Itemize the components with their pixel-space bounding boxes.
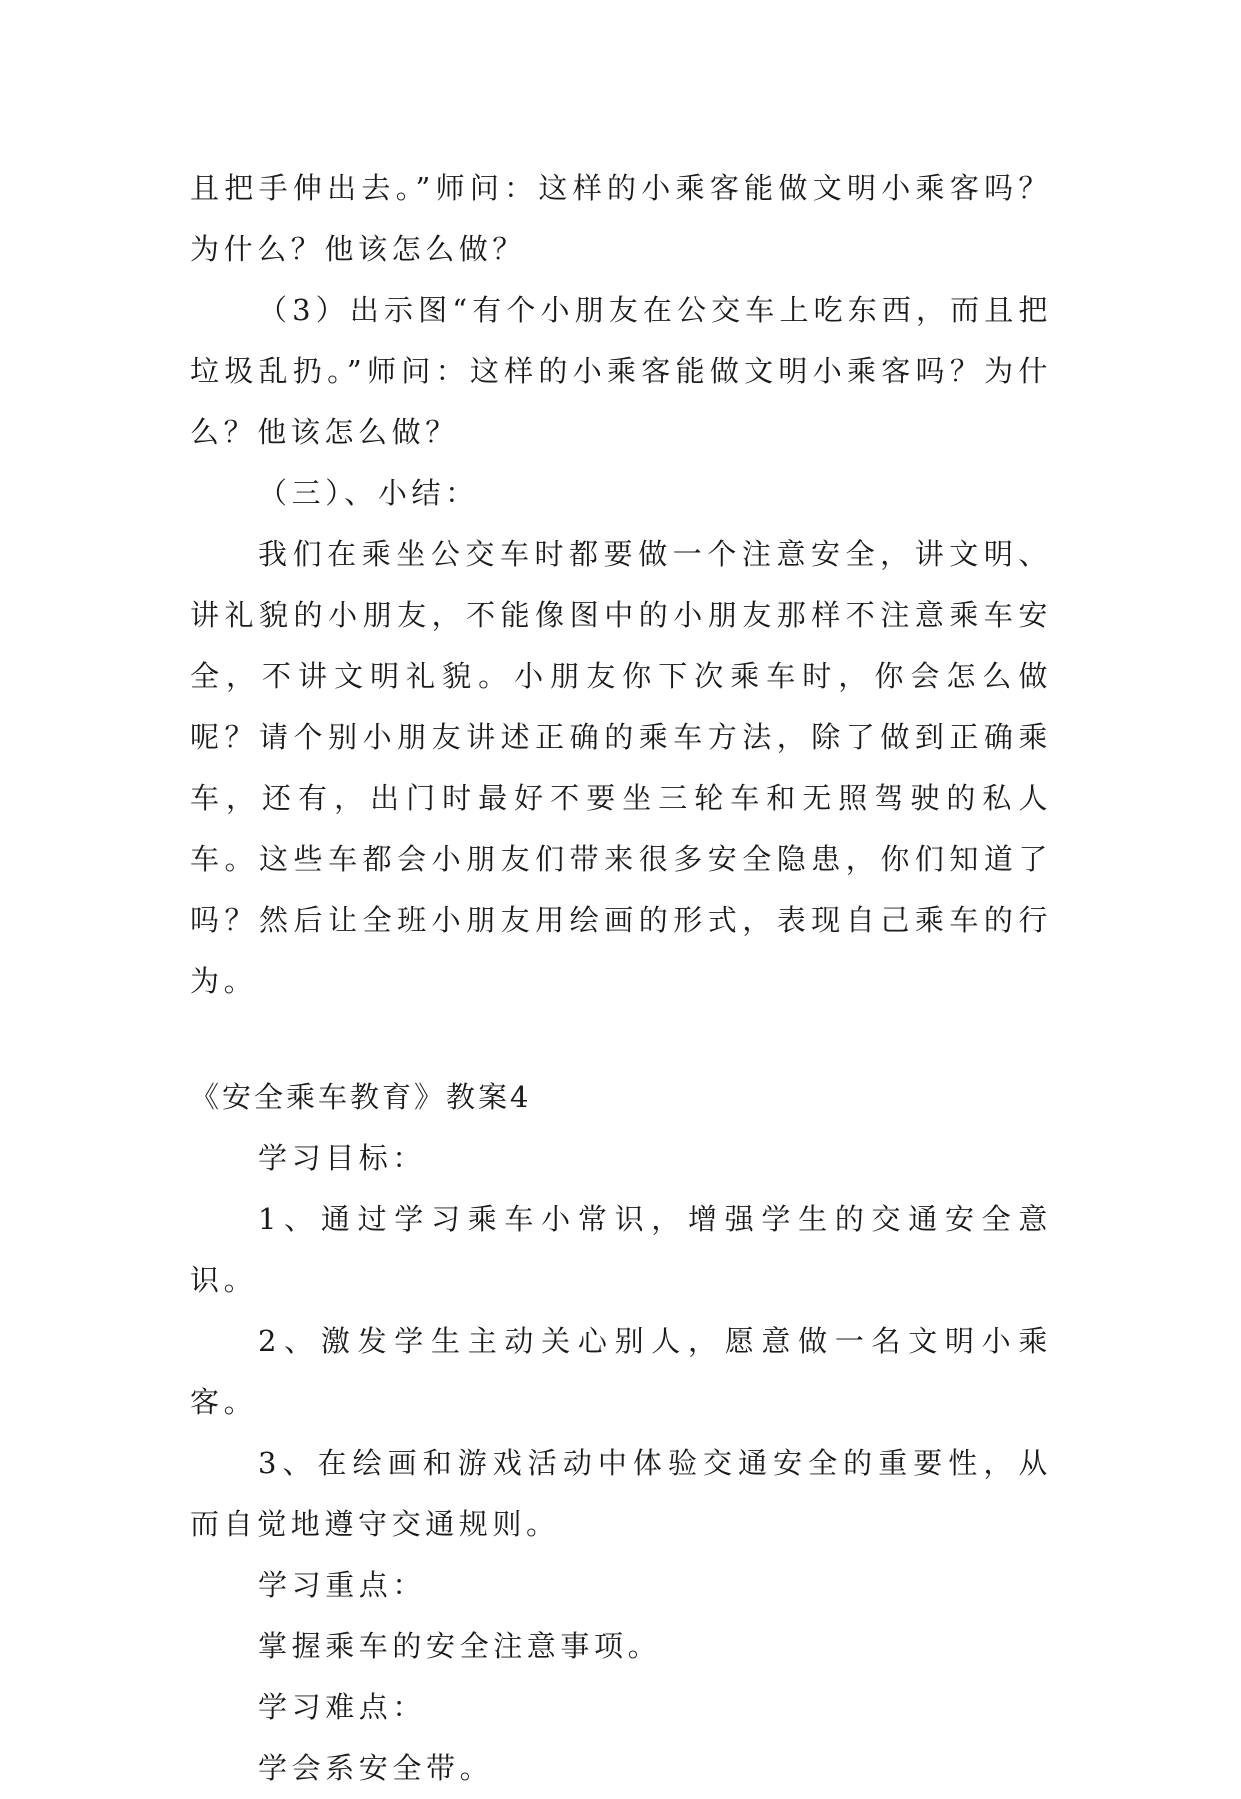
section-spacer bbox=[190, 1012, 1052, 1067]
document-body bbox=[190, 158, 1052, 1799]
paragraph-summary: 我们在乘坐公交车时都要做一个注意安全，讲文明、讲礼貌的小朋友，不能像图中的小朋友那样不注意乘车安全，不讲文明礼貌。小朋友你下次乘车时，你会怎么做呢？请个别小朋友讲述正确的乘车方法，除了做到正确乘车，还有，出门时最好不要坐三轮车和无照驾驶的私人车。这些车都会小朋友们带来很多安全隐患，你们知道了吗？然后让全班小朋友用绘画的形式，表现自己乘车的行为。 bbox=[190, 537, 1052, 998]
heading-difficulties: 学习难点： bbox=[258, 1690, 427, 1724]
goal-item-3: 3、在绘画和游戏活动中体验交通安全的重要性，从而自觉地遵守交通规则。 bbox=[190, 1446, 1052, 1541]
goal-item-2: 2、激发学生主动关心别人，愿意做一名文明小乘客。 bbox=[190, 1324, 1052, 1419]
heading-key-points: 学习重点： bbox=[258, 1568, 427, 1602]
difficulties-text: 学会系安全带。 bbox=[258, 1751, 494, 1785]
section-title: 《安全乘车教育》教案4 bbox=[190, 1080, 532, 1114]
key-points-text: 掌握乘车的安全注意事项。 bbox=[258, 1629, 662, 1663]
paragraph-item-3: （3）出示图“有个小朋友在公交车上吃东西，而且把垃圾乱扔。”师问：这样的小乘客能做文明小乘客吗？为什么？他该怎么做？ bbox=[190, 293, 1052, 449]
goal-item-1: 1、通过学习乘车小常识，增强学生的交通安全意识。 bbox=[190, 1202, 1052, 1297]
paragraph-continuation: 且把手伸出去。”师问：这样的小乘客能做文明小乘客吗？为什么？他该怎么做？ bbox=[190, 171, 1052, 266]
heading-learning-goals: 学习目标： bbox=[258, 1141, 427, 1175]
heading-summary: （三）、小结： bbox=[258, 476, 479, 510]
